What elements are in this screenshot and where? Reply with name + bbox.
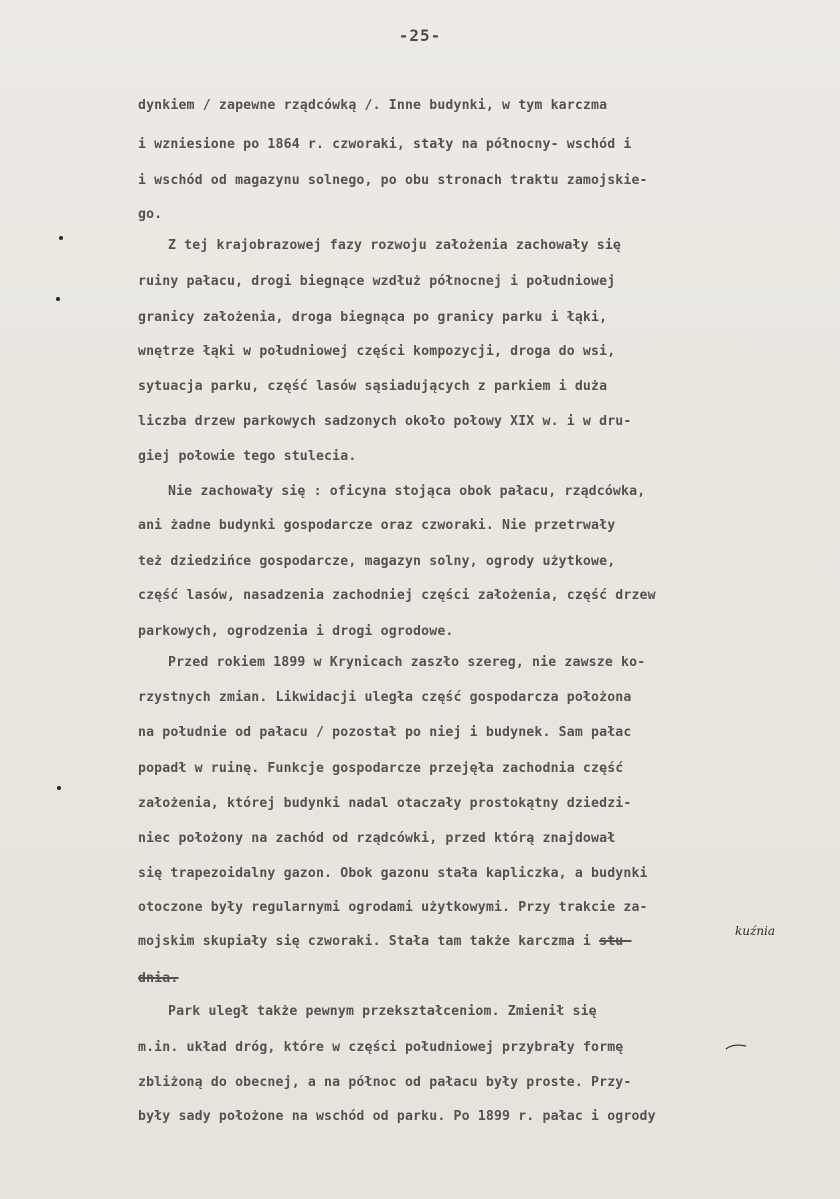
margin-dot: [59, 236, 63, 240]
margin-dot: [57, 786, 61, 790]
struck-word: stu-: [599, 934, 632, 949]
text-line: i wschód od magazynu solnego, po obu stronach traktu zamojskie-: [138, 173, 648, 188]
text-line: wnętrze łąki w południowej części kompozycji, droga do wsi,: [138, 344, 616, 359]
text-line: ani żadne budynki gospodarcze oraz czworaki. Nie przetrwały: [138, 518, 616, 533]
text-line: liczba drzew parkowych sadzonych około połowy XIX w. i w dru-: [138, 414, 632, 429]
text-line: założenia, której budynki nadal otaczały prostokątny dziedzi-: [138, 796, 632, 811]
text-line: Nie zachowały się : oficyna stojąca obok pałacu, rządcówka,: [168, 484, 646, 499]
handwritten-note: kuźnia: [735, 924, 776, 938]
text-line: rzystnych zmian. Likwidacji uległa część gospodarcza położona: [138, 690, 632, 705]
text-line-part: mojskim skupiały się czworaki. Stała tam także karczma i: [138, 934, 600, 949]
text-line: go.: [138, 207, 163, 222]
struck-word: dnia.: [138, 971, 179, 986]
handwritten-edit-mark: [725, 1043, 747, 1051]
text-line: niec położony na zachód od rządcówki, przed którą znajdował: [138, 831, 616, 846]
text-line: granicy założenia, droga biegnąca po granicy parku i łąki,: [138, 310, 608, 325]
text-line: sytuacja parku, część lasów sąsiadujących z parkiem i duża: [138, 379, 608, 394]
text-line: i wzniesione po 1864 r. czworaki, stały na północny- wschód i: [138, 137, 632, 152]
text-line: [138, 932, 818, 952]
text-line: Park uległ także pewnym przekształceniom. Zmienił się: [168, 1004, 597, 1019]
text-line: parkowych, ogrodzenia i drogi ogrodowe.: [138, 624, 454, 639]
text-line: na południe od pałacu / pozostał po niej i budynek. Sam pałac: [138, 725, 632, 740]
text-line: ruiny pałacu, drogi biegnące wzdłuż północnej i południowej: [138, 274, 616, 289]
text-line: m.in. układ dróg, które w części południowej przybrały formę: [138, 1040, 624, 1055]
text-line: były sady położone na wschód od parku. Po 1899 r. pałac i ogrody: [138, 1109, 656, 1124]
text-line: Z tej krajobrazowej fazy rozwoju założenia zachowały się: [168, 238, 622, 253]
text-line: popadł w ruinę. Funkcje gospodarcze przejęła zachodnia część: [138, 761, 624, 776]
text-line: też dziedzińce gospodarcze, magazyn solny, ogrody użytkowe,: [138, 554, 616, 569]
text-line: otoczone były regularnymi ogrodami użytkowymi. Przy trakcie za-: [138, 900, 648, 915]
text-line: się trapezoidalny gazon. Obok gazonu stała kapliczka, a budynki: [138, 866, 648, 881]
text-line: giej połowie tego stulecia.: [138, 449, 357, 464]
page-number: -25-: [398, 26, 442, 45]
text-line: dynkiem / zapewne rządcówką /. Inne budynki, w tym karczma: [138, 98, 608, 113]
text-line: Przed rokiem 1899 w Krynicach zaszło szereg, nie zawsze ko-: [168, 655, 646, 670]
text-line: część lasów, nasadzenia zachodniej części założenia, część drzew: [138, 588, 656, 603]
text-line: zbliżoną do obecnej, a na północ od pałacu były proste. Przy-: [138, 1075, 632, 1090]
margin-dot: [56, 297, 60, 301]
text-line: [138, 969, 818, 989]
